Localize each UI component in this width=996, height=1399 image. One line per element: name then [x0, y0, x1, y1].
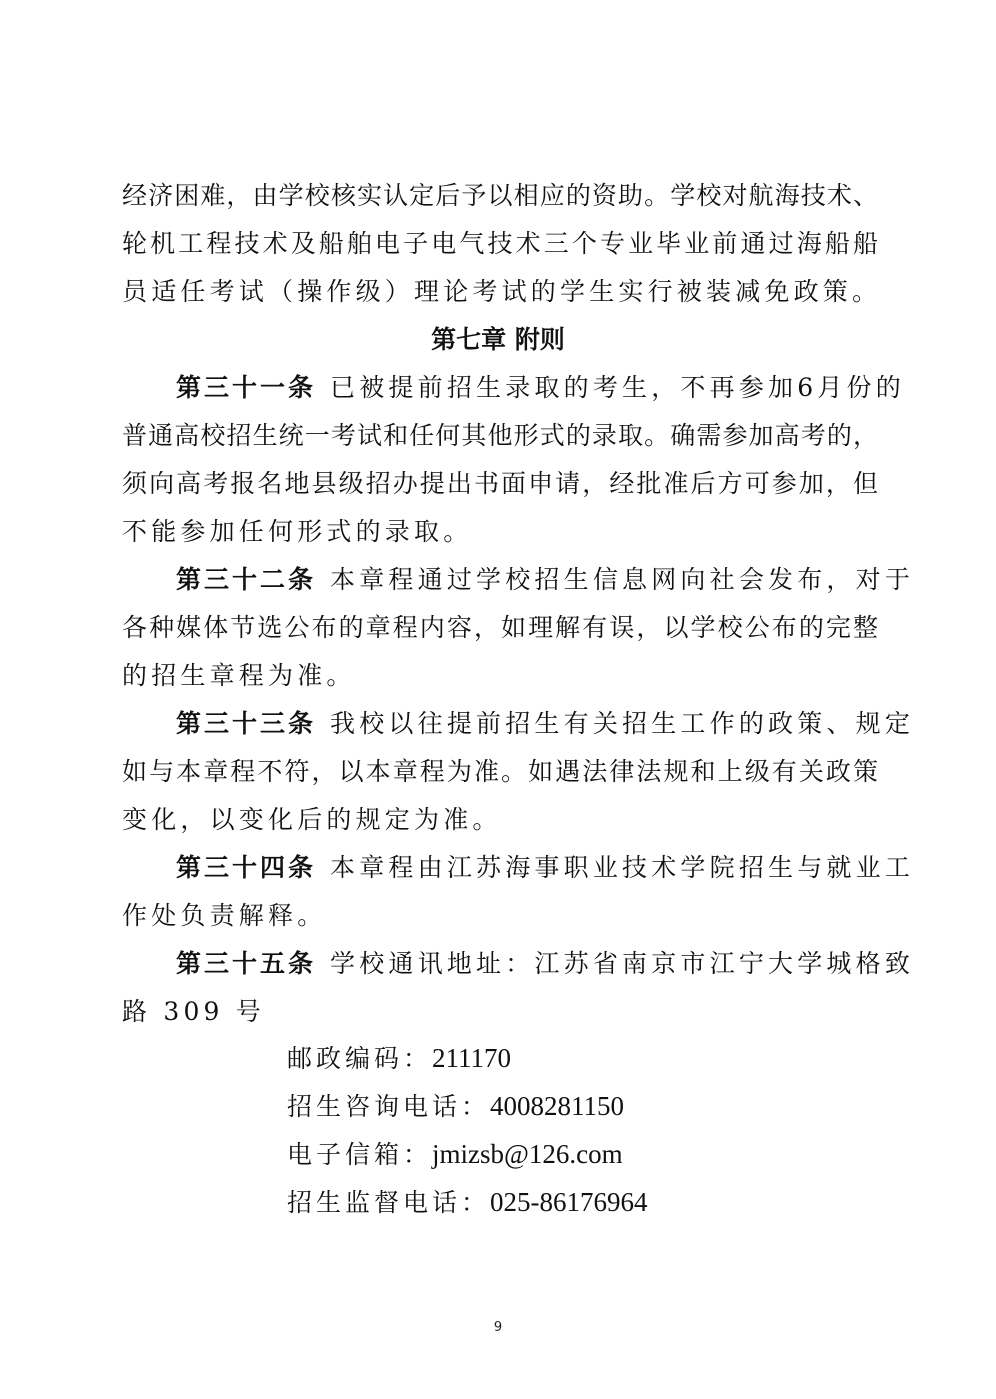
article-33-title: 第三十三条: [176, 709, 317, 738]
article-32-first-line: [176, 556, 915, 604]
article-31-line: 普通高校招生统一考试和任何其他形式的录取。确需参加高考的，: [122, 421, 878, 450]
chapter-heading: 第七章 附则: [431, 325, 565, 354]
article-32-title: 第三十二条: [176, 565, 317, 594]
article-34-title: 第三十四条: [176, 853, 317, 882]
article-33-line: 如与本章程不符，以本章程为准。如遇法律法规和上级有关政策: [122, 757, 878, 786]
contact-value: 025-86176964: [490, 1187, 648, 1217]
article-35-line: 路 309 号: [122, 997, 266, 1026]
article-32-line: 的招生章程为准。: [122, 661, 356, 690]
page-number: 9: [493, 1320, 503, 1335]
article-32-text: 本章程通过学校招生信息网向社会发布，对于: [330, 565, 915, 594]
contact-label: 招生咨询电话：: [287, 1092, 491, 1121]
article-33-first-line: [176, 700, 915, 748]
article-31-title: 第三十一条: [176, 373, 317, 402]
article-31-first-line: [176, 364, 905, 412]
contact-value: 4008281150: [490, 1091, 625, 1121]
article-33-line: 变化，以变化后的规定为准。: [122, 805, 502, 834]
contact-label: 电子信箱：: [287, 1140, 433, 1169]
contact-value: jmizsb@126.com: [432, 1139, 623, 1169]
contact-label: 邮政编码：: [287, 1044, 433, 1073]
contact-supervision-phone: [287, 1178, 648, 1226]
article-35-first-line: [176, 940, 915, 988]
article-35-text: 学校通讯地址：江苏省南京市江宁大学城格致: [330, 949, 915, 978]
contact-admissions-phone: [287, 1082, 624, 1130]
article-34-line: 作处负责解释。: [122, 901, 327, 930]
intro-line-2: 轮机工程技术及船舶电子电气技术三个专业毕业前通过海船船: [122, 229, 878, 258]
article-32-line: 各种媒体节选公布的章程内容，如理解有误，以学校公布的完整: [122, 613, 878, 642]
contact-label: 招生监督电话：: [287, 1188, 491, 1217]
article-31-text: 已被提前招生录取的考生，不再参加6月份的: [330, 373, 905, 402]
article-33-text: 我校以往提前招生有关招生工作的政策、规定: [330, 709, 915, 738]
article-31-line: 不能参加任何形式的录取。: [122, 517, 473, 546]
article-31-line: 须向高考报名地县级招办提出书面申请，经批准后方可参加，但: [122, 469, 878, 498]
article-34-first-line: [176, 844, 915, 892]
intro-line-3: 员适任考试（操作级）理论考试的学生实行被装减免政策。: [122, 277, 882, 306]
article-35-title: 第三十五条: [176, 949, 317, 978]
contact-value: 211170: [432, 1043, 512, 1073]
contact-email: [287, 1130, 623, 1178]
article-34-text: 本章程由江苏海事职业技术学院招生与就业工: [330, 853, 915, 882]
intro-line-1: 经济困难，由学校核实认定后予以相应的资助。学校对航海技术、: [122, 181, 878, 210]
contact-postcode: [287, 1034, 511, 1082]
